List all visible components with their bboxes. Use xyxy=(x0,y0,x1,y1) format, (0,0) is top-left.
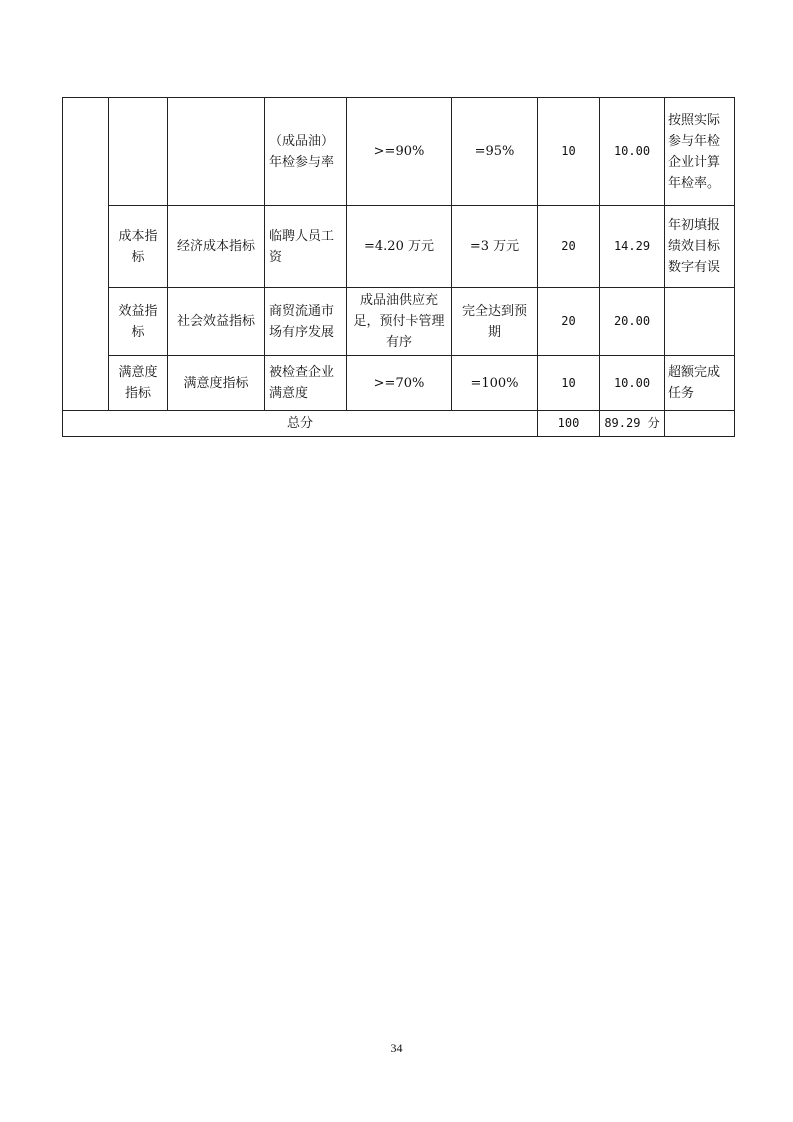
weight-cell: 20 xyxy=(538,206,600,288)
score-cell: 10.00 xyxy=(600,356,665,411)
weight-cell: 10 xyxy=(538,98,600,206)
note-cell: 按照实际参与年检企业计算年检率。 xyxy=(665,98,735,206)
note-cell: 超额完成任务 xyxy=(665,356,735,411)
score-cell: 10.00 xyxy=(600,98,665,206)
table-row xyxy=(63,288,735,356)
level3-cell xyxy=(168,98,265,206)
page-number: 34 xyxy=(390,1041,403,1055)
level3-cell: 满意度指标 xyxy=(168,356,265,411)
actual-cell: =100% xyxy=(452,356,538,411)
actual-cell: 完全达到预期 xyxy=(452,288,538,356)
actual-cell: =3 万元 xyxy=(452,206,538,288)
target-cell: 成品油供应充足，预付卡管理有序 xyxy=(347,288,452,356)
indicator-cell: （成品油）年检参与率 xyxy=(265,98,347,206)
level1-cell xyxy=(63,98,109,411)
level3-cell: 社会效益指标 xyxy=(168,288,265,356)
total-label-cell: 总分 xyxy=(63,411,538,437)
score-cell: 20.00 xyxy=(600,288,665,356)
indicator-cell: 商贸流通市场有序发展 xyxy=(265,288,347,356)
performance-table xyxy=(62,97,735,437)
level3-cell: 经济成本指标 xyxy=(168,206,265,288)
level2-cell: 满意度指标 xyxy=(109,356,168,411)
indicator-cell: 被检查企业满意度 xyxy=(265,356,347,411)
total-row xyxy=(63,411,735,437)
target-cell: =4.20 万元 xyxy=(347,206,452,288)
note-cell: 年初填报绩效目标数字有误 xyxy=(665,206,735,288)
weight-cell: 20 xyxy=(538,288,600,356)
note-cell xyxy=(665,288,735,356)
indicator-cell: 临聘人员工资 xyxy=(265,206,347,288)
level2-cell: 效益指标 xyxy=(109,288,168,356)
target-cell: >=90% xyxy=(347,98,452,206)
weight-cell: 10 xyxy=(538,356,600,411)
total-score-cell: 89.29 分 xyxy=(600,411,665,437)
total-weight-cell: 100 xyxy=(538,411,600,437)
actual-cell: =95% xyxy=(452,98,538,206)
score-cell: 14.29 xyxy=(600,206,665,288)
level2-cell xyxy=(109,98,168,206)
table-row xyxy=(63,356,735,411)
total-note-cell xyxy=(665,411,735,437)
table-row xyxy=(63,206,735,288)
level2-cell: 成本指标 xyxy=(109,206,168,288)
table-row xyxy=(63,98,735,206)
target-cell: >=70% xyxy=(347,356,452,411)
